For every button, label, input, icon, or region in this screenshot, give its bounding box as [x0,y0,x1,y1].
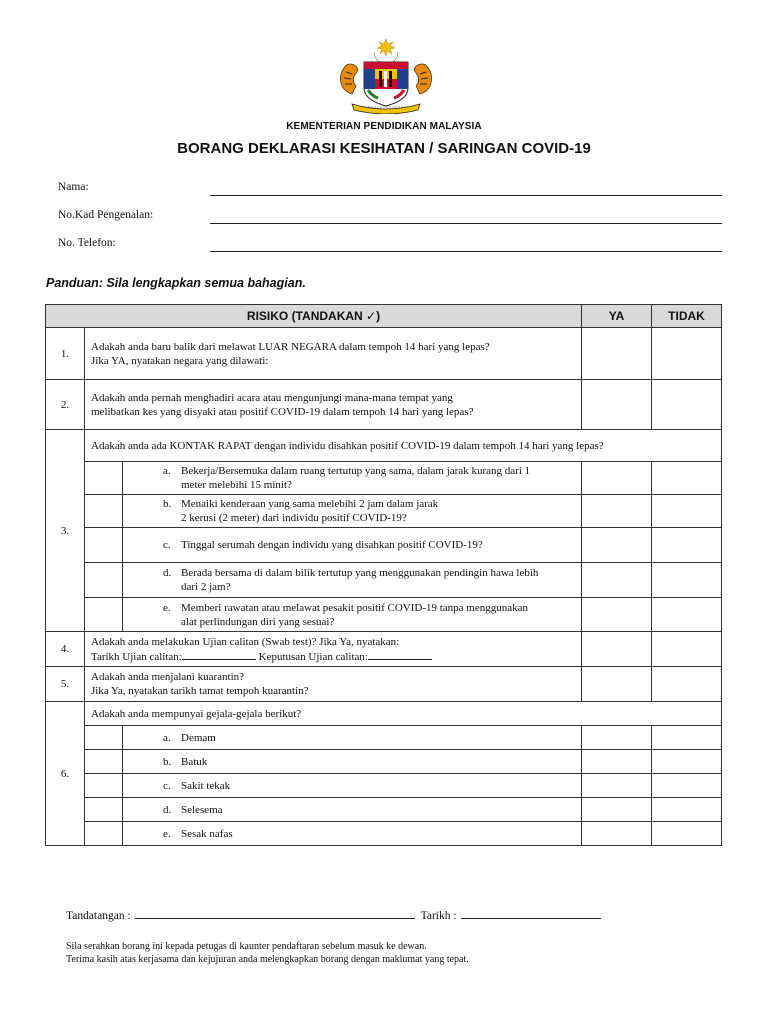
symptom-row [46,774,722,798]
question-line: Adakah anda melakukan Ujian calitan (Swab test)? Jika Ya, nyatakan: [91,635,400,648]
signature-label: Tandatangan : [66,910,131,922]
sub-question-letter: c. [163,539,171,551]
question-text [85,667,582,702]
symptom-label: Sesak nafas [181,827,233,840]
sub-question-text [123,528,582,563]
yes-checkbox[interactable] [582,563,652,598]
question-text: Adakah anda ada KONTAK RAPAT dengan individu disahkan positif COVID-19 dalam tempoh 14 hari yang lepas? [85,430,722,462]
no-checkbox[interactable] [652,750,722,774]
no-checkbox[interactable] [652,528,722,563]
ministry-name: KEMENTERIAN PENDIDIKAN MALAYSIA [286,121,482,132]
question-line: Adakah anda baru balik dari melawat LUAR NEGARA dalam tempoh 14 hari yang lepas? [91,340,490,353]
question-row-2 [46,380,722,430]
no-checkbox[interactable] [652,774,722,798]
symptom-row [46,822,722,846]
note-line: Terima kasih atas kerjasama dan kejujuran anda melengkapkan borang dengan maklumat yang tepat. [66,954,469,965]
yes-checkbox[interactable] [582,632,652,667]
test-result-input-line[interactable] [368,649,432,660]
ic-number-field[interactable] [58,208,722,226]
no-checkbox[interactable] [652,495,722,528]
test-date-label: Tarikh Ujian calitan: [91,650,182,663]
ic-number-label: No.Kad Pengenalan: [58,209,154,221]
sub-question-body: Berada bersama di dalam bilik tertutup yang menggunakan pendingin hawa lebih dari 2 jam? [181,567,539,593]
sub-question-text [123,462,582,495]
yes-header: YA [582,305,652,328]
question-text [85,632,582,667]
sub-question-letter: b. [163,498,172,510]
name-label: Nama: [58,181,89,193]
name-field[interactable] [58,180,722,198]
question-line: Adakah anda menjalani kuarantin? [91,671,245,683]
instructions: Panduan: Sila lengkapkan semua bahagian. [46,276,306,290]
no-checkbox[interactable] [652,563,722,598]
question-line: Adakah anda pernah menghadiri acara atau mengunjungi mana-mana tempat yang [91,391,453,404]
no-checkbox[interactable] [652,822,722,846]
symptom-letter: d. [163,803,172,816]
yes-checkbox[interactable] [582,495,652,528]
yes-checkbox[interactable] [582,726,652,750]
sub-question-text [123,495,582,528]
yes-checkbox[interactable] [582,598,652,632]
form-title: BORANG DEKLARASI KESIHATAN / SARINGAN COVID-19 [177,140,591,157]
name-input-line[interactable] [210,195,722,196]
sub-question-body: Tinggal serumah dengan individu yang disahkan positif COVID-19? [181,539,483,551]
question-row-4 [46,632,722,667]
yes-checkbox[interactable] [582,528,652,563]
sub-question-body: Menaiki kenderaan yang sama melebihi 2 jam dalam jarak 2 kerusi (2 meter) dari individu positif COVID-19? [181,498,439,524]
yes-checkbox[interactable] [582,798,652,822]
test-date-input-line[interactable] [182,649,256,660]
question-number: 6. [46,702,85,846]
no-checkbox[interactable] [652,462,722,495]
question-row-3 [46,430,722,462]
symptom-row [46,750,722,774]
question-row-6 [46,702,722,726]
yes-checkbox[interactable] [582,750,652,774]
question-number: 2. [46,380,85,430]
sub-question-row [46,598,722,632]
no-checkbox[interactable] [652,798,722,822]
sub-question-body: Memberi rawatan atau melawat pesakit positif COVID-19 tanpa menggunakan alat perlindungan diri yang sesuai? [181,601,528,628]
question-text [85,328,582,380]
no-checkbox[interactable] [652,598,722,632]
footer-notes [66,940,469,966]
test-result-label: Keputusan Ujian calitan: [258,650,368,663]
symptom-text [123,726,582,750]
note-line: Sila serahkan borang ini kepada petugas di kaunter pendaftaran sebelum masuk ke dewan. [66,941,427,952]
symptom-label: Demam [181,731,216,744]
symptom-text [123,822,582,846]
no-checkbox[interactable] [652,726,722,750]
sub-question-row [46,462,722,495]
phone-input-line[interactable] [210,251,722,252]
sub-question-text [123,563,582,598]
question-number: 1. [46,328,85,380]
ic-number-input-line[interactable] [210,223,722,224]
question-row-5 [46,667,722,702]
symptom-text [123,774,582,798]
sub-question-row [46,563,722,598]
sub-question-row [46,528,722,563]
symptom-row [46,798,722,822]
table-header-row [46,305,722,328]
coat-of-arms-logo [334,38,438,114]
phone-field[interactable] [58,236,722,254]
question-line: melibatkan kes yang disyaki atau positif COVID-19 dalam tempoh 14 hari yang lepas? [91,405,474,418]
no-header: TIDAK [652,305,722,328]
sub-question-letter: e. [163,601,171,614]
date-label: Tarikh : [420,910,457,922]
question-row-1 [46,328,722,380]
date-input-line[interactable] [461,906,601,919]
signature-input-line[interactable] [135,906,415,919]
yes-checkbox[interactable] [582,328,652,380]
question-number: 5. [46,667,85,702]
question-line [91,649,581,664]
risk-header: RISIKO (TANDAKAN ✓) [46,305,582,328]
sub-question-text [123,598,582,632]
symptom-letter: b. [163,755,172,768]
question-number: 4. [46,632,85,667]
yes-checkbox[interactable] [582,667,652,702]
symptom-label: Selesema [181,803,223,816]
symptom-text [123,750,582,774]
question-text [85,380,582,430]
yes-checkbox[interactable] [582,380,652,430]
sub-question-letter: a. [163,465,171,477]
symptom-text [123,798,582,822]
no-checkbox[interactable] [652,328,722,380]
question-number: 3. [46,430,85,632]
question-text: Adakah anda mempunyai gejala-gejala berikut? [85,702,722,726]
symptom-letter: c. [163,779,171,792]
phone-label: No. Telefon: [58,237,116,249]
symptom-row [46,726,722,750]
sub-question-body: Bekerja/Bersemuka dalam ruang tertutup yang sama, dalam jarak kurang dari 1 meter melebihi 15 minit? [181,465,531,491]
sub-question-row [46,495,722,528]
sub-question-letter: d. [163,567,172,579]
screening-table [45,304,722,846]
yes-checkbox[interactable] [582,462,652,495]
no-checkbox[interactable] [652,380,722,430]
yes-checkbox[interactable] [582,774,652,798]
question-line: Jika Ya, nyatakan tarikh tamat tempoh kuarantin? [91,685,309,697]
symptom-label: Batuk [181,755,208,768]
question-line: Jika YA, nyatakan negara yang dilawati: [91,354,269,367]
no-checkbox[interactable] [652,667,722,702]
yes-checkbox[interactable] [582,822,652,846]
symptom-letter: e. [163,827,171,840]
symptom-label: Sakit tekak [181,779,231,792]
symptom-letter: a. [163,731,171,744]
no-checkbox[interactable] [652,632,722,667]
signature-section [66,906,601,922]
